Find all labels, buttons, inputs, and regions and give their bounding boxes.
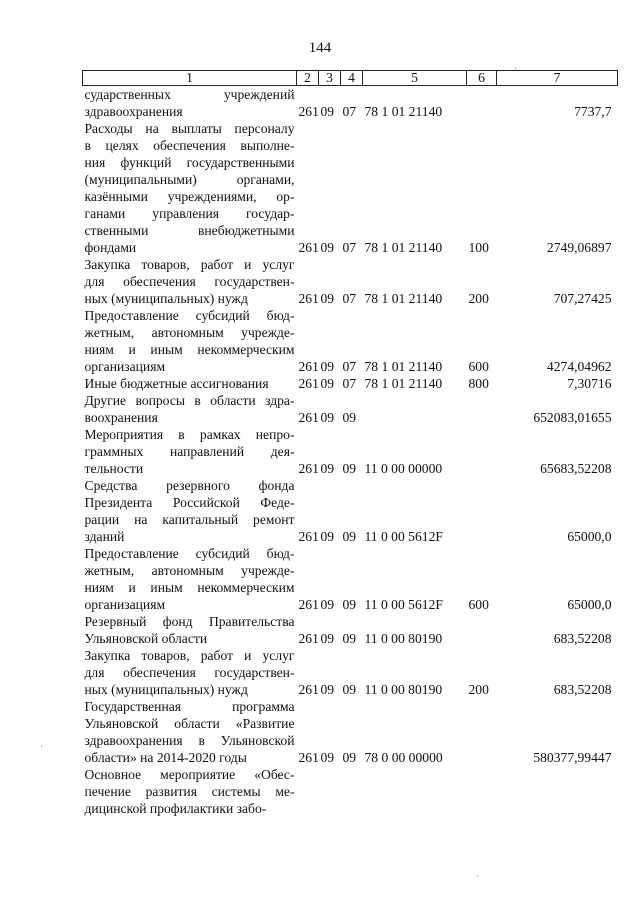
chapter-code-cell: 261 (298, 461, 319, 476)
row-name-line: ственными внебюджетными (84, 223, 295, 238)
subsection-code-cell: 07 (342, 291, 357, 306)
table-body (83, 86, 618, 818)
subsection-code-cell: 09 (342, 631, 357, 646)
column-header: 3 (319, 71, 341, 86)
subsection-code-cell: 07 (342, 359, 357, 374)
row-name-line: Предоставление субсидий бюд- (84, 546, 295, 561)
expense-type-cell (467, 613, 497, 647)
row-name-line: печение развития системы ме- (84, 784, 295, 799)
table-row (83, 307, 618, 375)
row-name-line: Мероприятия в рамках непро- (84, 427, 295, 442)
target-article-cell: 78 1 01 21140 (364, 359, 443, 374)
row-name-line: рации на капитальный ремонт (84, 512, 295, 527)
amount-cell: 7,30716 (567, 376, 612, 391)
target-article-cell: 78 1 01 21140 (364, 376, 443, 391)
section-code-cell (319, 766, 341, 817)
amount-cell: 4274,04962 (546, 359, 612, 374)
expense-type-cell (467, 86, 497, 121)
expense-type-cell: 100 (468, 240, 489, 255)
row-name-line: Расходы на выплаты персоналу (84, 121, 295, 136)
row-name-line: граммных направлений дея- (84, 444, 295, 459)
scan-speck: · (40, 742, 44, 753)
row-name-line: ных (муниципальных) нужд (84, 682, 248, 697)
column-header: 1 (83, 71, 297, 86)
expense-type-cell: 600 (468, 359, 489, 374)
subsection-code-cell: 09 (342, 410, 357, 425)
chapter-code-cell: 261 (298, 750, 319, 765)
row-name-cell (83, 392, 297, 426)
column-header: 6 (467, 71, 497, 86)
chapter-code-cell: 261 (298, 104, 319, 119)
amount-cell (497, 766, 618, 817)
row-name-cell (83, 477, 297, 545)
scan-speck: ˋ (476, 875, 480, 886)
amount-cell: 580377,99447 (533, 750, 612, 765)
table-row (83, 86, 618, 121)
section-code-cell: 09 (320, 410, 335, 425)
amount-cell: 7737,7 (574, 104, 612, 119)
column-header: 2 (297, 71, 319, 86)
target-article-cell (363, 766, 467, 817)
target-article-cell: 78 1 01 21140 (364, 240, 443, 255)
amount-cell: 683,52208 (553, 682, 612, 697)
row-name-cell (83, 647, 297, 698)
expense-type-cell: 600 (468, 597, 489, 612)
row-name-line: ниям и иным некоммерческим (84, 580, 295, 595)
expense-type-cell: 800 (468, 376, 489, 391)
target-article-cell: 11 0 00 5612F (364, 597, 443, 612)
row-name-line: Закупка товаров, работ и услуг (84, 257, 295, 272)
amount-cell: 65683,52208 (540, 461, 612, 476)
row-name-cell (83, 698, 297, 766)
row-name-line: организациям (84, 359, 166, 374)
subsection-code-cell: 09 (342, 682, 357, 697)
target-article-cell: 11 0 00 5612F (364, 529, 443, 544)
row-name-cell (83, 426, 297, 477)
row-name-line: Основное мероприятие «Обес- (84, 767, 295, 782)
section-code-cell: 09 (320, 291, 335, 306)
chapter-code-cell: 261 (298, 631, 319, 646)
chapter-code-cell: 261 (298, 682, 319, 697)
row-name-line: Резервный фонд Правительства (84, 614, 295, 629)
row-name-line: фондами (84, 240, 137, 255)
table-row (83, 647, 618, 698)
table-row (83, 698, 618, 766)
target-article-cell: 11 0 00 00000 (364, 461, 443, 476)
subsection-code-cell: 07 (342, 240, 357, 255)
scan-speck: · (514, 64, 518, 75)
row-name-cell (83, 86, 297, 121)
subsection-code-cell: 09 (342, 597, 357, 612)
row-name-line: Ульяновской области «Развитие (84, 716, 295, 731)
amount-cell: 707,27425 (553, 291, 612, 306)
section-code-cell: 09 (320, 240, 335, 255)
row-name-line: Закупка товаров, работ и услуг (84, 648, 295, 663)
expense-type-cell (467, 392, 497, 426)
row-name-line: тельности (84, 461, 144, 476)
target-article-cell: 78 0 00 00000 (364, 750, 443, 765)
expense-type-cell: 200 (468, 291, 489, 306)
chapter-code-cell: 261 (298, 240, 319, 255)
table-header-row (83, 71, 618, 86)
section-code-cell: 09 (320, 597, 335, 612)
row-name-line: Ульяновской области (84, 631, 208, 646)
subsection-code-cell: 09 (342, 750, 357, 765)
table-row (83, 477, 618, 545)
table-row (83, 766, 618, 817)
amount-cell: 652083,01655 (533, 410, 612, 425)
chapter-code-cell: 261 (298, 291, 319, 306)
target-article-cell (363, 392, 467, 426)
row-name-cell (83, 375, 297, 392)
table-row (83, 120, 618, 256)
section-code-cell: 09 (320, 750, 335, 765)
section-code-cell: 09 (320, 631, 335, 646)
amount-cell: 65000,0 (567, 529, 612, 544)
amount-cell: 65000,0 (567, 597, 612, 612)
row-name-line: зданий (84, 529, 125, 544)
expense-type-cell: 200 (468, 682, 489, 697)
table-row (83, 256, 618, 307)
row-name-line: здравоохранения в Ульяновской (84, 733, 295, 748)
row-name-line: Другие вопросы в области здра- (84, 393, 295, 408)
row-name-line: сударственных учреждений (84, 87, 295, 102)
column-header: 4 (341, 71, 363, 86)
row-name-cell (83, 545, 297, 613)
chapter-code-cell: 261 (298, 410, 319, 425)
table-row (83, 613, 618, 647)
target-article-cell: 78 1 01 21140 (364, 291, 443, 306)
row-name-line: здравоохранения (84, 104, 183, 119)
row-name-line: Предоставление субсидий бюд- (84, 308, 295, 323)
section-code-cell: 09 (320, 104, 335, 119)
expense-type-cell (467, 766, 497, 817)
row-name-cell (83, 766, 297, 817)
row-name-line: области» на 2014-2020 годы (84, 750, 247, 765)
page-number: 144 (308, 40, 332, 56)
row-name-line: Государственная программа (84, 699, 295, 714)
row-name-line: ния функций государственными (84, 155, 295, 170)
expense-type-cell (467, 698, 497, 766)
table-row (83, 375, 618, 392)
section-code-cell: 09 (320, 529, 335, 544)
subsection-code-cell: 07 (342, 376, 357, 391)
row-name-line: ганами управления государ- (84, 206, 295, 221)
expense-type-cell (467, 477, 497, 545)
subsection-code-cell: 09 (342, 461, 357, 476)
row-name-line: Средства резервного фонда (84, 478, 295, 493)
row-name-cell (83, 613, 297, 647)
row-name-line: дицинской профилактики забо- (84, 801, 267, 816)
table-row (83, 545, 618, 613)
table-row (83, 392, 618, 426)
amount-cell: 683,52208 (553, 631, 612, 646)
row-name-line: для обеспечения государствен- (84, 274, 295, 289)
row-name-line: (муниципальными) органами, (84, 172, 295, 187)
target-article-cell: 78 1 01 21140 (364, 104, 443, 119)
section-code-cell: 09 (320, 682, 335, 697)
row-name-line: организациям (84, 597, 166, 612)
section-code-cell: 09 (320, 376, 335, 391)
amount-cell: 2749,06897 (546, 240, 612, 255)
section-code-cell: 09 (320, 359, 335, 374)
subsection-code-cell: 07 (342, 104, 357, 119)
chapter-code-cell: 261 (298, 597, 319, 612)
target-article-cell: 11 0 00 80190 (364, 682, 443, 697)
row-name-cell (83, 120, 297, 256)
column-header: 7 (497, 71, 618, 86)
table-row (83, 426, 618, 477)
row-name-line: жетным, автономным учрежде- (84, 325, 295, 340)
row-name-line: ных (муниципальных) нужд (84, 291, 248, 306)
section-code-cell: 09 (320, 461, 335, 476)
chapter-code-cell: 261 (298, 529, 319, 544)
column-header: 5 (363, 71, 467, 86)
row-name-line: для обеспечения государствен- (84, 665, 295, 680)
row-name-line: в целях обеспечения выполне- (84, 138, 295, 153)
row-name-line: ниям и иным некоммерческим (84, 342, 295, 357)
subsection-code-cell: 09 (342, 529, 357, 544)
row-name-line: Президента Российской Феде- (84, 495, 295, 510)
row-name-line: казёнными учреждениями, ор- (84, 189, 295, 204)
chapter-code-cell (297, 766, 319, 817)
row-name-cell (83, 256, 297, 307)
chapter-code-cell: 261 (298, 359, 319, 374)
target-article-cell: 11 0 00 80190 (364, 631, 443, 646)
row-name-cell (83, 307, 297, 375)
subsection-code-cell (341, 766, 363, 817)
row-name-line: Иные бюджетные ассигнования (84, 376, 269, 391)
row-name-line: воохранения (84, 410, 158, 425)
expense-type-cell (467, 426, 497, 477)
budget-table (82, 70, 618, 817)
chapter-code-cell: 261 (298, 376, 319, 391)
row-name-line: жетным, автономным учрежде- (84, 563, 295, 578)
